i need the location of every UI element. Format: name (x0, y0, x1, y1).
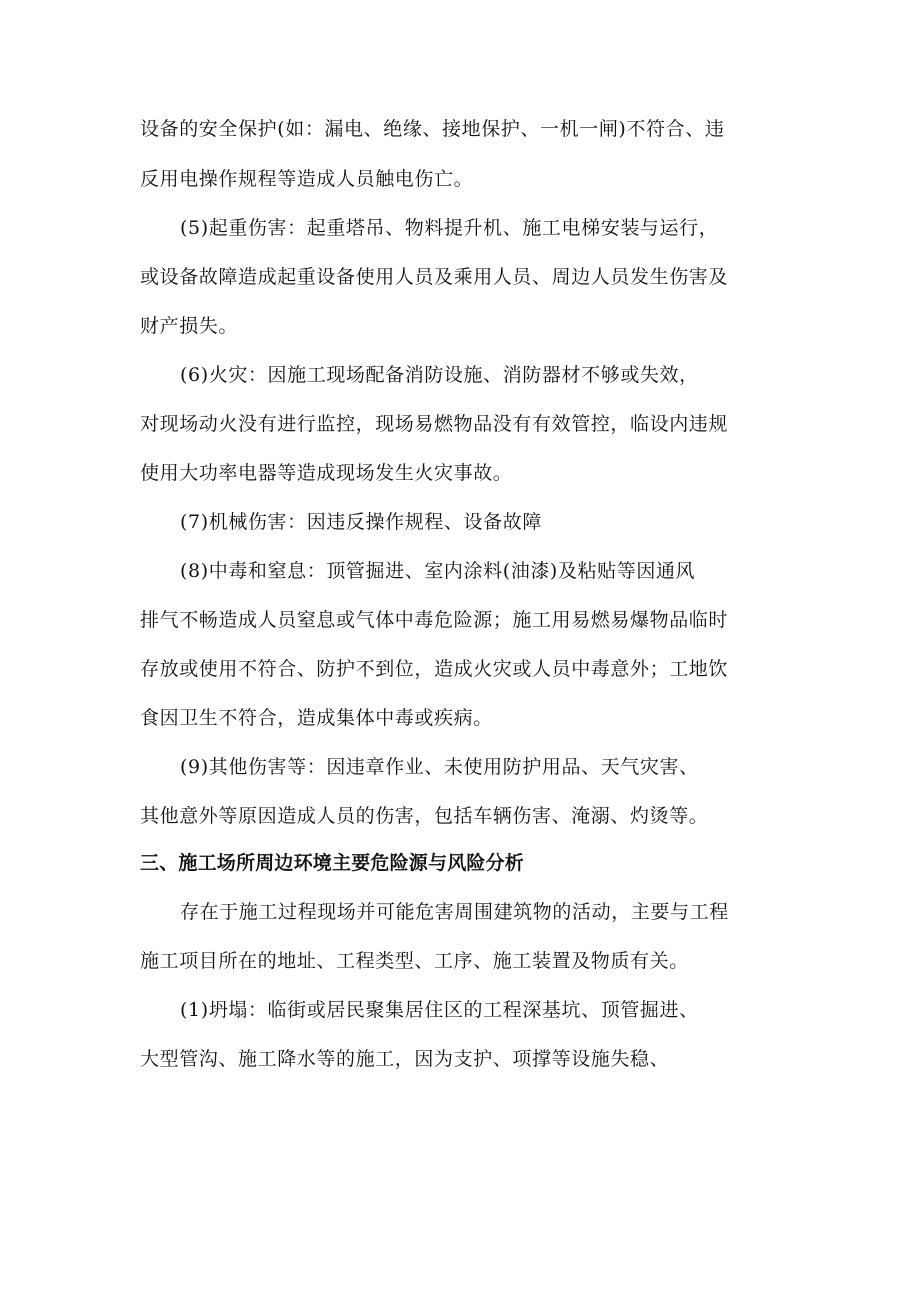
text-line: 施工项目所在的地址、工程类型、工序、施工装置及物质有关。 (140, 950, 689, 972)
text-line: (8)中毒和窒息：顶管掘进、室内涂料(油漆)及粘贴等因通风 (180, 560, 696, 582)
text-line: 设备的安全保护(如：漏电、绝缘、接地保护、一机一闸)不符合、违 (140, 118, 725, 140)
text-line: 食因卫生不符合，造成集体中毒或疾病。 (140, 707, 493, 729)
text-line: 大型管沟、施工降水等的施工，因为支护、项撑等设施失稳、 (140, 1048, 670, 1070)
text-line: 对现场动火没有进行监控，现场易燃物品没有有效管控，临设内违规 (140, 413, 729, 435)
text-line: 反用电操作规程等造成人员触电伤亡。 (140, 168, 474, 190)
text-line: (7)机械伤害：因违反操作规程、设备故障 (180, 511, 542, 533)
text-line: 或设备故障造成起重设备使用人员及乘用人员、周边人员发生伤害及 (140, 266, 729, 288)
text-line: 使用大功率电器等造成现场发生火灾事故。 (140, 462, 513, 484)
section-heading: 三、施工场所周边环境主要危险源与风险分析 (140, 852, 525, 874)
text-line: (9)其他伤害等：因违章作业、未使用防护用品、天气灾害、 (180, 756, 699, 778)
text-line: 财产损失。 (140, 315, 239, 337)
text-line: (1)坍塌：临街或居民聚集居住区的工程深基坑、顶管掘进、 (180, 999, 699, 1021)
text-line: 存在于施工过程现场并可能危害周围建筑物的活动，主要与工程 (180, 901, 729, 923)
text-line: 其他意外等原因造成人员的伤害，包括车辆伤害、淹溺、灼烫等。 (140, 805, 709, 827)
text-line: (5)起重伤害：起重塔吊、物料提升机、施工电梯安装与运行， (180, 217, 719, 239)
text-line: 排气不畅造成人员窒息或气体中毒危险源；施工用易燃易爆物品临时 (140, 609, 729, 631)
text-line: 存放或使用不符合、防护不到位，造成火灾或人员中毒意外；工地饮 (140, 658, 729, 680)
text-line: (6)火灾：因施工现场配备消防设施、消防器材不够或失效， (180, 364, 699, 386)
